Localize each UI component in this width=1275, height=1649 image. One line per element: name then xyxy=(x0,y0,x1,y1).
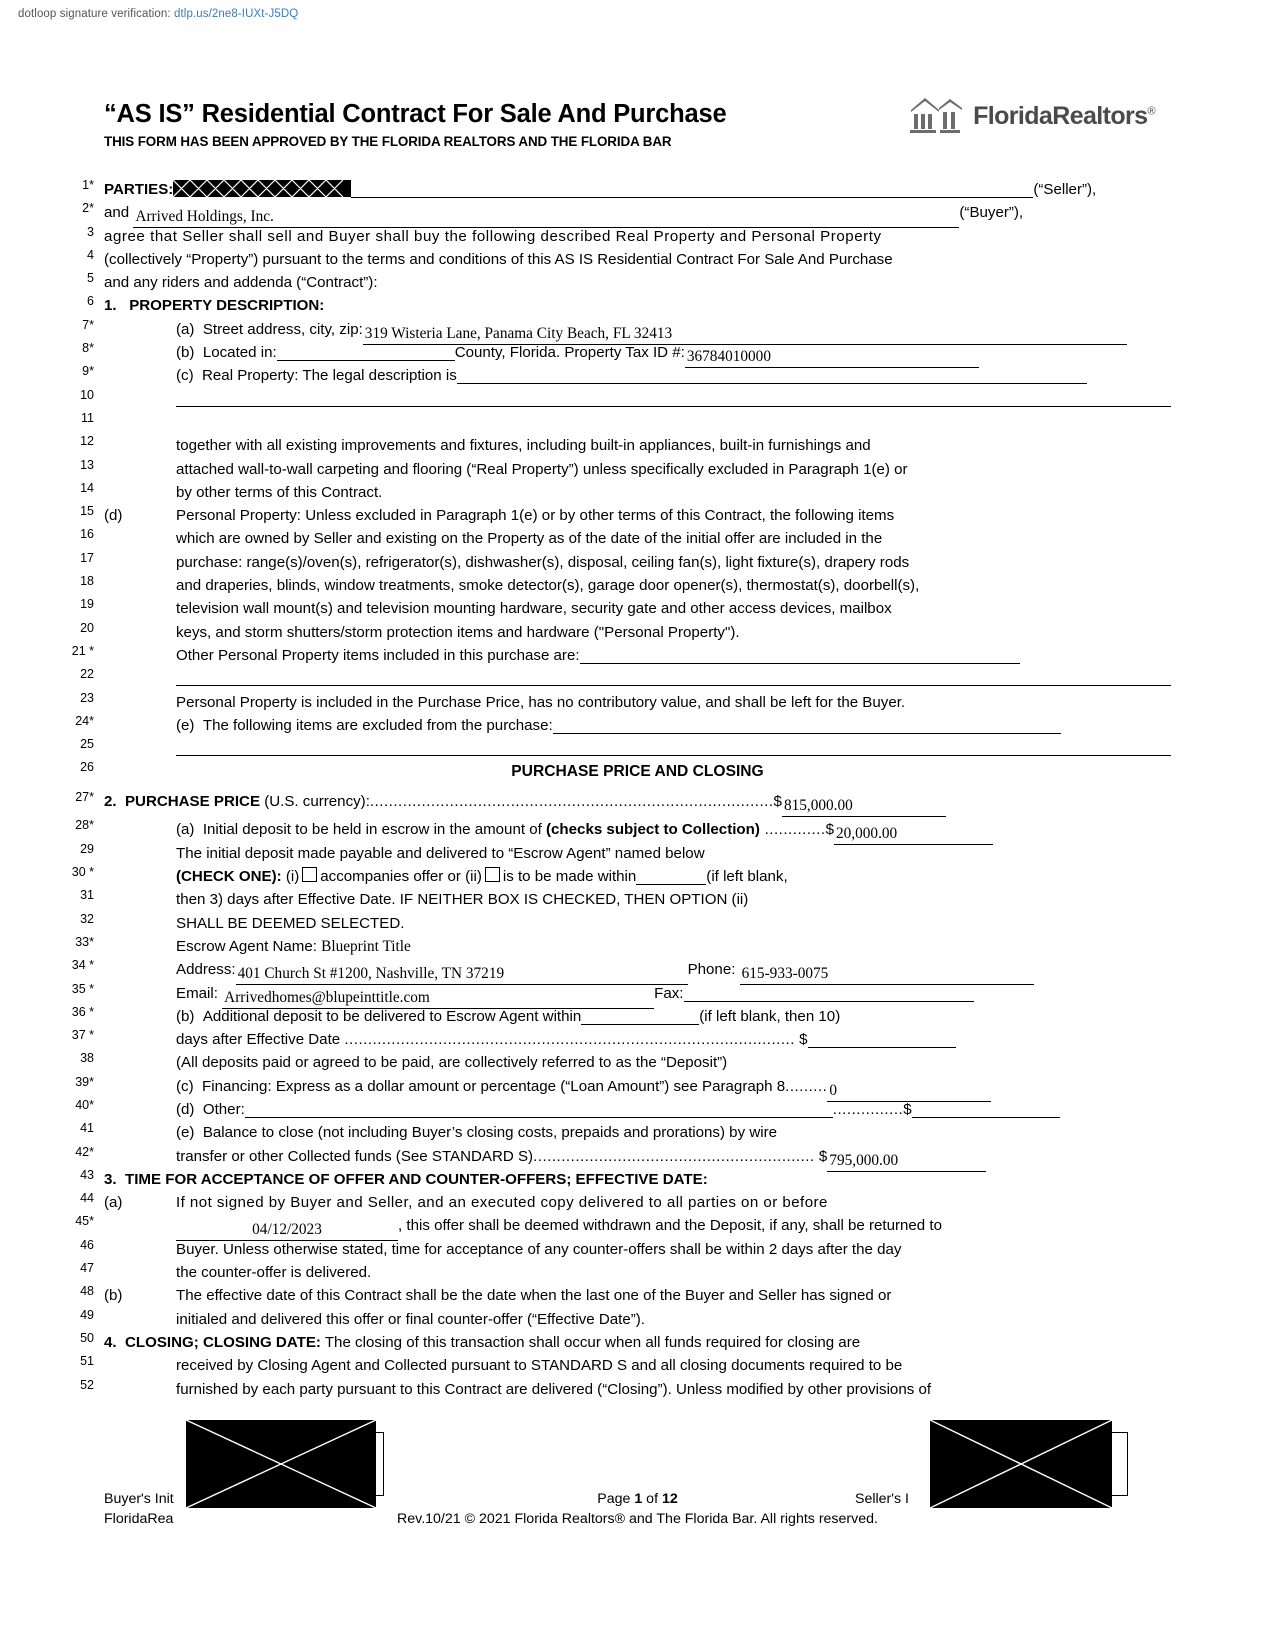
line-number: 16 xyxy=(80,527,94,542)
escrow-address-field[interactable]: 401 Church St #1200, Nashville, TN 37219 xyxy=(236,965,688,985)
checkbox-option-i[interactable] xyxy=(302,867,317,882)
line-number: 35 * xyxy=(71,981,94,996)
loan-amount-field[interactable]: 0 xyxy=(827,1082,991,1102)
leader-dots: ............... xyxy=(832,1100,904,1118)
buyer-initials-label: Buyer's Init xyxy=(104,1491,174,1507)
buyer-tag: (“Buyer”), xyxy=(959,204,1024,222)
line-number: 2* xyxy=(82,201,94,216)
additional-deposit-label: Additional deposit to be delivered to Escrow Agent within xyxy=(202,1007,582,1025)
contract-line xyxy=(0,1051,1275,1074)
contract-line xyxy=(0,1331,1275,1354)
line-number: 49 xyxy=(80,1307,94,1322)
contract-line xyxy=(0,1191,1275,1214)
line-number: 25 xyxy=(80,737,94,752)
page-footer xyxy=(0,1491,1275,1531)
house-icon xyxy=(905,92,967,141)
paragraph-text: , this offer shall be deemed withdrawn and the Deposit, if any, shall be returned to xyxy=(398,1217,942,1235)
line-number: 28* xyxy=(75,818,94,833)
contract-line xyxy=(0,865,1275,888)
excluded-items-rule-2[interactable] xyxy=(176,755,1171,756)
transfer-text: transfer or other Collected funds (See STANDARD S) xyxy=(176,1147,534,1165)
days-within-field[interactable] xyxy=(636,866,706,885)
escrow-agent-name-label: Escrow Agent Name: xyxy=(176,937,317,955)
paragraph-text: (collectively “Property”) pursuant to the terms and conditions of this AS IS Residential Contract For Sale And Purchase xyxy=(104,250,893,268)
line-number: 45* xyxy=(75,1214,94,1229)
paragraph-text: The effective date of this Contract shall be the date when the last one of the Buyer and Seller has signed or xyxy=(176,1287,892,1305)
paragraph-text: (All deposits paid or agreed to be paid, are collectively referred to as the “Deposit”) xyxy=(176,1054,728,1072)
contract-line xyxy=(0,551,1275,574)
escrow-agent-name-value[interactable]: Blueprint Title xyxy=(321,937,411,955)
paragraph-text: the counter-offer is delivered. xyxy=(176,1264,372,1282)
county-label: Located in: xyxy=(202,344,277,362)
line-number: 37 * xyxy=(71,1028,94,1043)
leader-dots: ............. xyxy=(759,821,826,839)
option-i-text: accompanies offer or (ii) xyxy=(320,868,482,886)
additional-deposit-amount-field[interactable] xyxy=(808,1029,956,1048)
seller-name-rule[interactable] xyxy=(351,179,1033,198)
line-number: 33* xyxy=(75,934,94,949)
paragraph-text: purchase: range(s)/oven(s), refrigerator(s), dishwasher(s), disposal, ceiling fan(s), light fixture(s), drapery rods xyxy=(176,553,910,571)
paragraph-text: Personal Property is included in the Purchase Price, has no contributory value, and shall be left for the Buyer. xyxy=(176,693,906,711)
item-letter-b: (b) xyxy=(176,344,195,362)
contract-line xyxy=(0,504,1275,527)
paragraph-text: attached wall-to-wall carpeting and flooring (“Real Property”) unless specifically excluded in Paragraph 1(e) or xyxy=(176,460,908,478)
checkbox-option-ii[interactable] xyxy=(485,867,500,882)
line-number: 11 xyxy=(81,410,94,425)
balance-to-close-field[interactable]: 795,000.00 xyxy=(827,1152,986,1172)
contract-line xyxy=(0,1028,1275,1051)
line-number: 19 xyxy=(80,597,94,612)
line-number: 30 * xyxy=(71,865,94,880)
line-number: 18 xyxy=(80,574,94,589)
line-number: 7* xyxy=(82,317,94,332)
and-label: and xyxy=(104,204,130,222)
seller-tag: (“Seller”), xyxy=(1033,181,1097,198)
item-letter-a: (a) xyxy=(176,821,195,839)
item-letter-a: (a) xyxy=(104,1194,123,1212)
if-left-blank-note: (if left blank, then 10) xyxy=(699,1007,841,1025)
florida-realtors-logo xyxy=(905,92,1155,141)
contract-line xyxy=(0,935,1275,958)
paragraph-text: Personal Property: Unless excluded in Paragraph 1(e) or by other terms of this Contract, the following items xyxy=(176,507,895,525)
paragraph-text: by other terms of this Contract. xyxy=(176,483,383,501)
page-total: 12 xyxy=(661,1491,678,1507)
contract-line xyxy=(0,178,1275,201)
dollar-sign: $ xyxy=(799,1031,808,1049)
paragraph-text: furnished by each party pursuant to this Contract are delivered (“Closing”). Unless modified by other provisions of xyxy=(176,1380,932,1398)
contract-line xyxy=(0,1354,1275,1377)
contract-line xyxy=(0,527,1275,550)
contract-line xyxy=(0,458,1275,481)
contract-line xyxy=(0,294,1275,317)
street-address-field[interactable]: 319 Wisteria Lane, Panama City Beach, FL 32413 xyxy=(363,325,1127,345)
item-letter-c: (c) xyxy=(176,367,194,385)
seller-initials-label: Seller's I xyxy=(855,1491,909,1507)
leader-dots: ................................................................................................ xyxy=(344,1031,795,1049)
line-number: 4 xyxy=(87,247,94,262)
contract-line xyxy=(0,225,1275,248)
contract-line xyxy=(0,341,1275,364)
contract-line xyxy=(0,364,1275,387)
item-letter-e: (e) xyxy=(176,716,195,734)
line-number: 48 xyxy=(80,1284,94,1299)
other-personal-property-field[interactable] xyxy=(580,645,1020,664)
paragraph-text: received by Closing Agent and Collected pursuant to STANDARD S and all closing documents required to be xyxy=(176,1357,903,1375)
other-personal-property-label: Other Personal Property items included in this purchase are: xyxy=(176,646,580,664)
section-heading-closing: CLOSING; CLOSING DATE: xyxy=(124,1333,321,1351)
offer-deadline-date-field[interactable]: 04/12/2023 xyxy=(176,1221,398,1241)
leader-dots: ...................................................................................... xyxy=(369,793,774,811)
line-number: 15 xyxy=(80,504,94,519)
other-amount-field[interactable] xyxy=(912,1099,1060,1118)
page-subtitle: THIS FORM HAS BEEN APPROVED BY THE FLORIDA REALTORS AND THE FLORIDA BAR xyxy=(104,134,672,149)
contract-line xyxy=(0,248,1275,271)
line-number: 3 xyxy=(87,224,94,239)
item-letter-c: (c) xyxy=(176,1077,194,1095)
contract-line xyxy=(0,318,1275,341)
contract-line xyxy=(0,818,1275,841)
line-number: 26 xyxy=(80,760,94,775)
page-indicator: Page 1 of 12 xyxy=(597,1491,678,1507)
paragraph-text: The closing of this transaction shall occur when all funds required for closing are xyxy=(320,1333,861,1351)
leader-dots: ......... xyxy=(785,1077,828,1095)
line-number: 44 xyxy=(80,1191,94,1206)
line-number: 32 xyxy=(80,911,94,926)
contract-line xyxy=(0,958,1275,981)
item-letter-d: (d) xyxy=(104,507,123,525)
line-number: 27* xyxy=(75,790,94,805)
logo-registered-mark: ® xyxy=(1147,105,1155,118)
verification-link[interactable]: dtlp.us/2ne8-IUXt-J5DQ xyxy=(174,8,299,20)
line-number: 41 xyxy=(80,1121,94,1136)
contract-body xyxy=(0,178,1275,1401)
check-one-label: (CHECK ONE): xyxy=(176,868,282,886)
legal-description-field[interactable] xyxy=(457,365,1087,384)
line-number: 14 xyxy=(80,480,94,495)
contract-line xyxy=(0,888,1275,911)
contract-line xyxy=(0,912,1275,935)
contract-line xyxy=(0,842,1275,865)
excluded-items-label: The following items are excluded from the purchase: xyxy=(202,716,553,734)
contract-line xyxy=(0,388,1275,411)
county-field[interactable] xyxy=(277,342,455,361)
line-number: 17 xyxy=(80,550,94,565)
contract-line xyxy=(0,667,1275,690)
checks-subject-to-collection: (checks subject to Collection) xyxy=(546,821,760,839)
escrow-phone-field[interactable]: 615-933-0075 xyxy=(740,965,1034,985)
line-number: 23 xyxy=(80,690,94,705)
paragraph-text: television wall mount(s) and television mounting hardware, security gate and other access devices, mailbox xyxy=(176,600,892,618)
line-number: 20 xyxy=(80,620,94,635)
line-number: 39* xyxy=(75,1074,94,1089)
paragraph-text: together with all existing improvements and fixtures, including built-in appliances, built-in furnishings and xyxy=(176,437,871,455)
contract-line xyxy=(0,434,1275,457)
days-after-effective-date-label: days after Effective Date xyxy=(176,1031,345,1049)
document-header xyxy=(104,100,726,149)
tax-id-field[interactable]: 36784010000 xyxy=(685,348,979,368)
line-number: 9* xyxy=(82,364,94,379)
legal-description-rule-2[interactable] xyxy=(176,406,1171,407)
item-letter-e: (e) xyxy=(176,1124,195,1142)
contract-line xyxy=(0,1378,1275,1401)
contract-line xyxy=(0,760,1275,790)
contract-line xyxy=(0,1098,1275,1121)
contract-line xyxy=(0,691,1275,714)
paragraph-text: and draperies, blinds, window treatments, smoke detector(s), garage door opener(s), thermostat(s), doorbell(s), xyxy=(176,577,920,595)
contract-line xyxy=(0,1238,1275,1261)
purchase-price-label: PURCHASE PRICE xyxy=(124,793,261,811)
contract-line xyxy=(0,737,1275,760)
paragraph-text: The initial deposit made payable and delivered to “Escrow Agent” named below xyxy=(176,844,705,862)
email-label: Email: xyxy=(176,984,218,1002)
other-label: Other: xyxy=(202,1100,245,1118)
contract-line xyxy=(0,621,1275,644)
logo-wordmark xyxy=(973,102,1155,131)
legal-description-label: Real Property: The legal description is xyxy=(202,367,457,385)
paragraph-text: SHALL BE DEEMED SELECTED. xyxy=(176,914,405,932)
balance-to-close-label: Balance to close (not including Buyer’s closing costs, prepaids and prorations) by wire xyxy=(202,1124,777,1142)
contract-line xyxy=(0,1075,1275,1098)
street-address-label: Street address, city, zip: xyxy=(202,320,363,338)
purchase-price-currency-note: (U.S. currency): xyxy=(264,793,370,811)
option-ii-text: is to be made within xyxy=(502,868,637,886)
contract-line xyxy=(0,790,1275,818)
contract-line xyxy=(0,411,1275,434)
contract-line xyxy=(0,714,1275,737)
fax-label: Fax: xyxy=(654,984,684,1002)
dollar-sign: $ xyxy=(818,1147,828,1165)
section-heading-purchase-price: PURCHASE PRICE AND CLOSING xyxy=(511,763,764,781)
logo-florida: Florida xyxy=(973,102,1053,130)
address-label: Address: xyxy=(176,961,236,979)
revision-notice: Rev.10/21 © 2021 Florida Realtors® and The Florida Bar. All rights reserved. xyxy=(397,1511,878,1527)
line-number: 8* xyxy=(82,341,94,356)
line-number: 1* xyxy=(82,178,94,192)
dollar-sign: $ xyxy=(825,821,835,839)
logo-realtors: Realtors xyxy=(1052,102,1148,130)
county-state-label: County, Florida. Property Tax ID #: xyxy=(454,344,685,362)
purchase-price-field[interactable]: 815,000.00 xyxy=(782,797,946,817)
line-number: 5 xyxy=(87,271,94,286)
paragraph-text: If not signed by Buyer and Seller, and an executed copy delivered to all parties on or before xyxy=(176,1194,828,1212)
seller-name-redaction xyxy=(173,180,351,197)
contract-line xyxy=(0,597,1275,620)
line-number: 40* xyxy=(75,1097,94,1112)
paragraph-text: initialed and delivered this offer or final counter-offer (“Effective Date”). xyxy=(176,1310,645,1328)
contract-line xyxy=(0,1261,1275,1284)
section-number: 2. xyxy=(104,793,117,811)
excluded-items-field[interactable] xyxy=(553,715,1061,734)
page-number: 1 xyxy=(634,1491,643,1507)
buyer-name-field[interactable]: Arrived Holdings, Inc. xyxy=(133,208,959,228)
section-heading: PROPERTY DESCRIPTION: xyxy=(129,297,325,315)
contract-line xyxy=(0,1005,1275,1028)
line-number: 46 xyxy=(80,1237,94,1252)
additional-deposit-days-field[interactable] xyxy=(581,1006,699,1025)
dollar-sign: $ xyxy=(903,1100,912,1118)
financing-label: Financing: Express as a dollar amount or percentage (“Loan Amount”) see Paragraph 8 xyxy=(202,1077,786,1095)
if-left-blank-note: (if left blank, xyxy=(706,868,788,886)
contract-line xyxy=(0,481,1275,504)
verification-label: dotloop signature verification: xyxy=(18,8,171,20)
line-number: 31 xyxy=(80,888,94,903)
section-number: 1. xyxy=(104,297,117,315)
contract-line xyxy=(0,201,1275,224)
item-letter-a: (a) xyxy=(176,320,195,338)
line-number: 6 xyxy=(87,294,94,309)
line-number: 52 xyxy=(80,1377,94,1392)
line-number: 50 xyxy=(80,1330,94,1345)
other-personal-property-rule-2[interactable] xyxy=(176,685,1171,686)
option-i-label: (i) xyxy=(285,868,300,886)
line-number: 43 xyxy=(80,1167,94,1182)
paragraph-text: keys, and storm shutters/storm protection items and hardware ("Personal Property"). xyxy=(176,623,740,641)
signature-verification-banner xyxy=(18,8,298,20)
page-title: “AS IS” Residential Contract For Sale And Purchase xyxy=(104,100,727,128)
contract-line xyxy=(0,271,1275,294)
paragraph-text: and any riders and addenda (“Contract”): xyxy=(104,274,378,292)
section-number: 3. xyxy=(104,1170,117,1188)
item-letter-b: (b) xyxy=(104,1287,123,1305)
initial-deposit-field[interactable]: 20,000.00 xyxy=(834,825,993,845)
line-number: 42* xyxy=(75,1144,94,1159)
initial-deposit-label: Initial deposit to be held in escrow in the amount of xyxy=(202,821,547,839)
escrow-fax-field[interactable] xyxy=(684,983,974,1002)
paragraph-text: which are owned by Seller and existing on the Property as of the date of the initial offer are included in the xyxy=(176,530,883,548)
contract-line xyxy=(0,1214,1275,1237)
contract-line xyxy=(0,1121,1275,1144)
contract-line xyxy=(0,1168,1275,1191)
line-number: 22 xyxy=(80,667,94,682)
section-heading-acceptance: TIME FOR ACCEPTANCE OF OFFER AND COUNTER-OFFERS; EFFECTIVE DATE: xyxy=(124,1170,708,1188)
escrow-email-field[interactable]: Arrivedhomes@blupeinttitle.com xyxy=(222,989,654,1009)
line-number: 29 xyxy=(80,841,94,856)
contract-line xyxy=(0,982,1275,1005)
paragraph-text: Buyer. Unless otherwise stated, time for acceptance of any counter-offers shall be within 2 days after the day xyxy=(176,1240,902,1258)
line-number: 38 xyxy=(80,1051,94,1066)
dollar-sign: $ xyxy=(773,793,782,811)
contract-line xyxy=(0,1145,1275,1168)
contract-line xyxy=(0,1308,1275,1331)
line-number: 47 xyxy=(80,1261,94,1276)
form-id-label: FloridaRea xyxy=(104,1511,174,1527)
item-letter-d: (d) xyxy=(176,1100,195,1118)
line-number: 36 * xyxy=(71,1004,94,1019)
leader-dots: ............................................................ xyxy=(533,1147,815,1165)
item-letter-b: (b) xyxy=(176,1007,195,1025)
contract-line xyxy=(0,574,1275,597)
contract-line xyxy=(0,644,1275,667)
line-number: 13 xyxy=(80,457,94,472)
paragraph-text: then 3) days after Effective Date. IF NEITHER BOX IS CHECKED, THEN OPTION (ii) xyxy=(176,891,749,909)
other-description-field[interactable] xyxy=(245,1099,833,1118)
phone-label: Phone: xyxy=(687,961,736,979)
contract-line xyxy=(0,1284,1275,1307)
line-number: 34 * xyxy=(71,958,94,973)
line-number: 12 xyxy=(80,434,94,449)
line-number: 51 xyxy=(80,1354,94,1369)
section-number: 4. xyxy=(104,1333,117,1351)
line-number: 10 xyxy=(80,387,94,402)
line-number: 21 * xyxy=(71,643,94,658)
line-number: 24* xyxy=(75,713,94,728)
paragraph-text: agree that Seller shall sell and Buyer shall buy the following described Real Property and Personal Property xyxy=(104,227,882,245)
parties-label: PARTIES: xyxy=(104,181,174,198)
